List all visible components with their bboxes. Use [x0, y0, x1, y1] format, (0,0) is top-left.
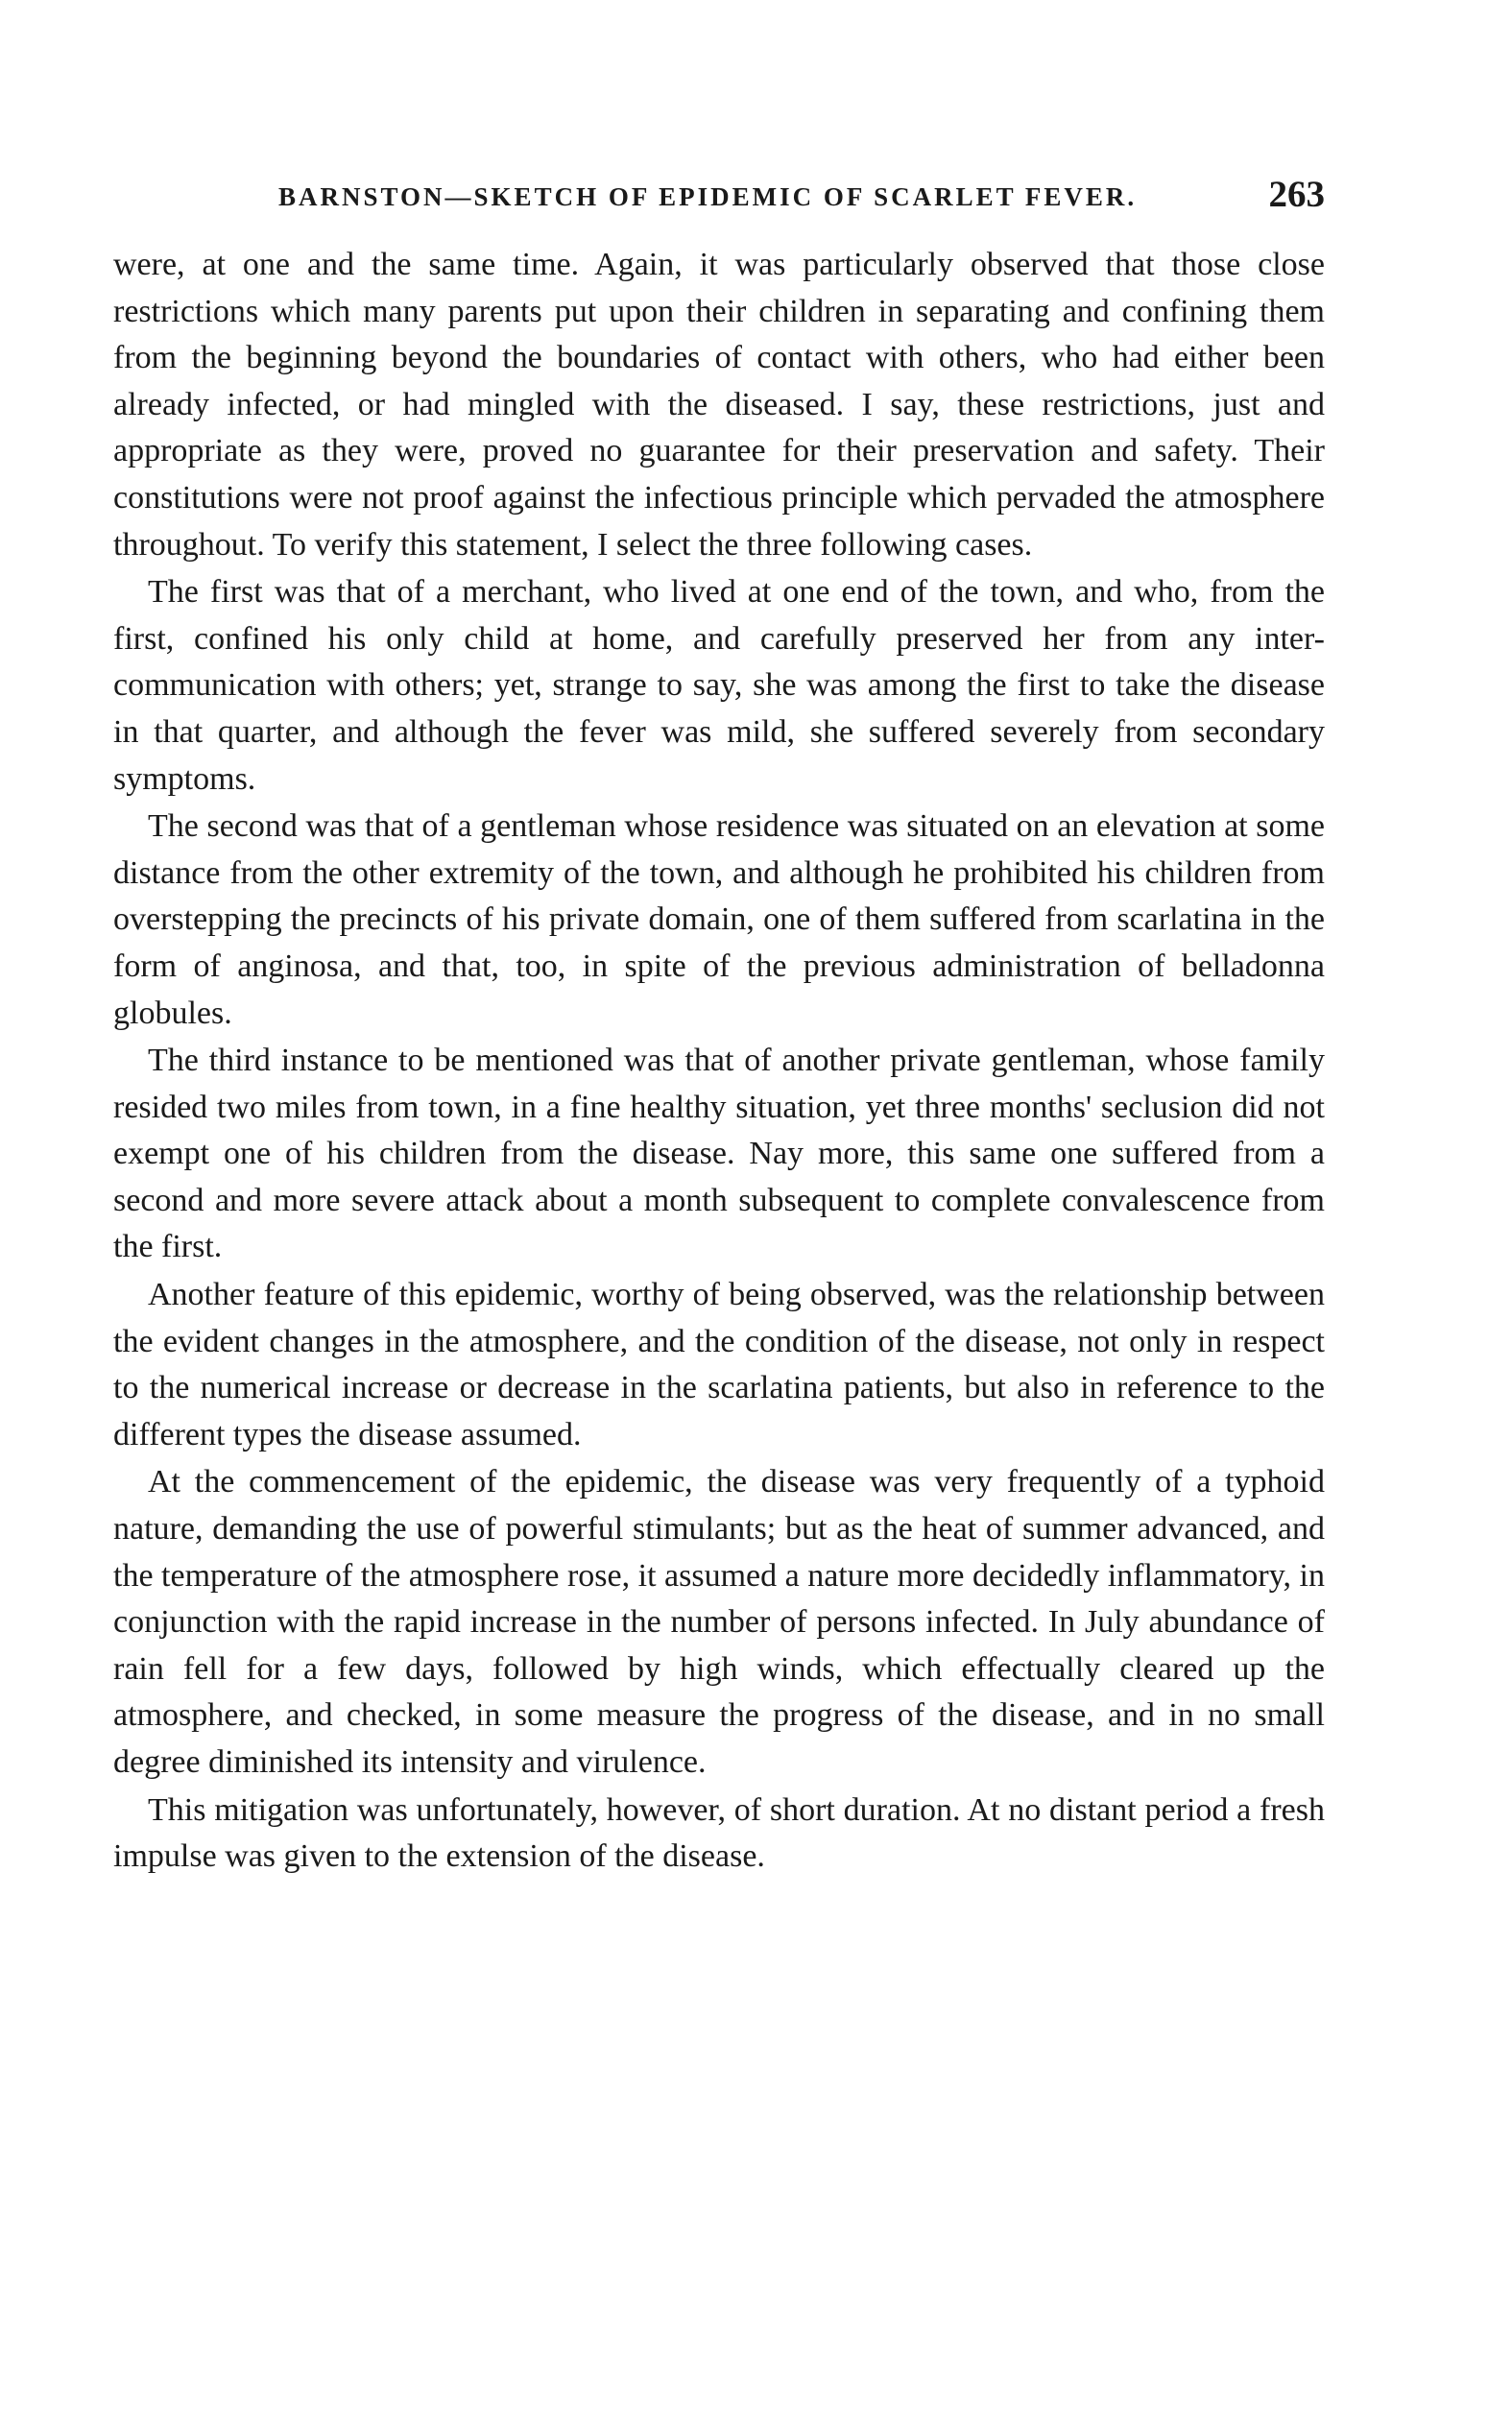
paragraph: Another feature of this epidemic, worthy of being observed, was the relationship between the evident changes in the atmosphere, and the condition of the disease, not only in respect to the numerical increase or decrease in the scarlatina patients, but also in reference to the different types the disease assumed. — [113, 1277, 1325, 1452]
paragraph: The first was that of a merchant, who lived at one end of the town, and who, from the first, confined his only child at home, and carefully preserved her from any inter-communication with others; yet, strange to say, she was among the first to take the disease in that quarter, and although the fever was mild, she suffered severely from secondary symptoms. — [113, 574, 1325, 797]
paragraph: This mitigation was unfortunately, however, of short duration. At no distant period a fresh impulse was given to the extension of the disease. — [113, 1791, 1325, 1875]
body-text — [113, 242, 1325, 1881]
paragraph: At the commencement of the epidemic, the disease was very frequently of a typhoid nature, demanding the use of powerful stimulants; but as the heat of summer advanced, and the temperature of the atmosphere rose, it assumed a nature more decidedly inflammatory, in conjunction with the rapid increase in the number of persons infected. In July abundance of rain fell for a few days, followed by high winds, which effectually cleared up the atmosphere, and checked, in some measure the progress of the disease, and in no small degree diminished its intensity and virulence. — [113, 1464, 1325, 1780]
running-head — [113, 173, 1325, 230]
paragraph: The second was that of a gentleman whose residence was situated on an elevation at some distance from the other extremity of the town, and although he prohibited his children from overstepping the precincts of his private domain, one of them suffered from scarlatina in the form of anginosa, and that, too, in spite of the previous administration of belladonna globules. — [113, 808, 1325, 1031]
running-title: BARNSTON—SKETCH OF EPIDEMIC OF SCARLET FEVER. — [278, 182, 1138, 211]
paragraph: The third instance to be mentioned was that of another private gentleman, whose family resided two miles from town, in a fine healthy situation, yet three months' seclusion did not exempt one of his children from the disease. Nay more, this same one suffered from a second and more severe attack about a month subsequent to complete convalescence from the first. — [113, 1043, 1325, 1265]
page — [113, 173, 1325, 2381]
paragraph: were, at one and the same time. Again, it was particularly observed that those close restrictions which many parents put upon their children in separating and confining them from the beginning beyond the boundaries of contact with others, who had either been already infected, or had mingled with the diseased. I say, these restrictions, just and appropriate as they were, proved no guarantee for their preservation and safety. Their constitutions were not proof against the infectious principle which pervaded the atmosphere throughout. To verify this statement, I select the three following cases. — [113, 247, 1325, 563]
page-number: 263 — [1268, 174, 1325, 215]
